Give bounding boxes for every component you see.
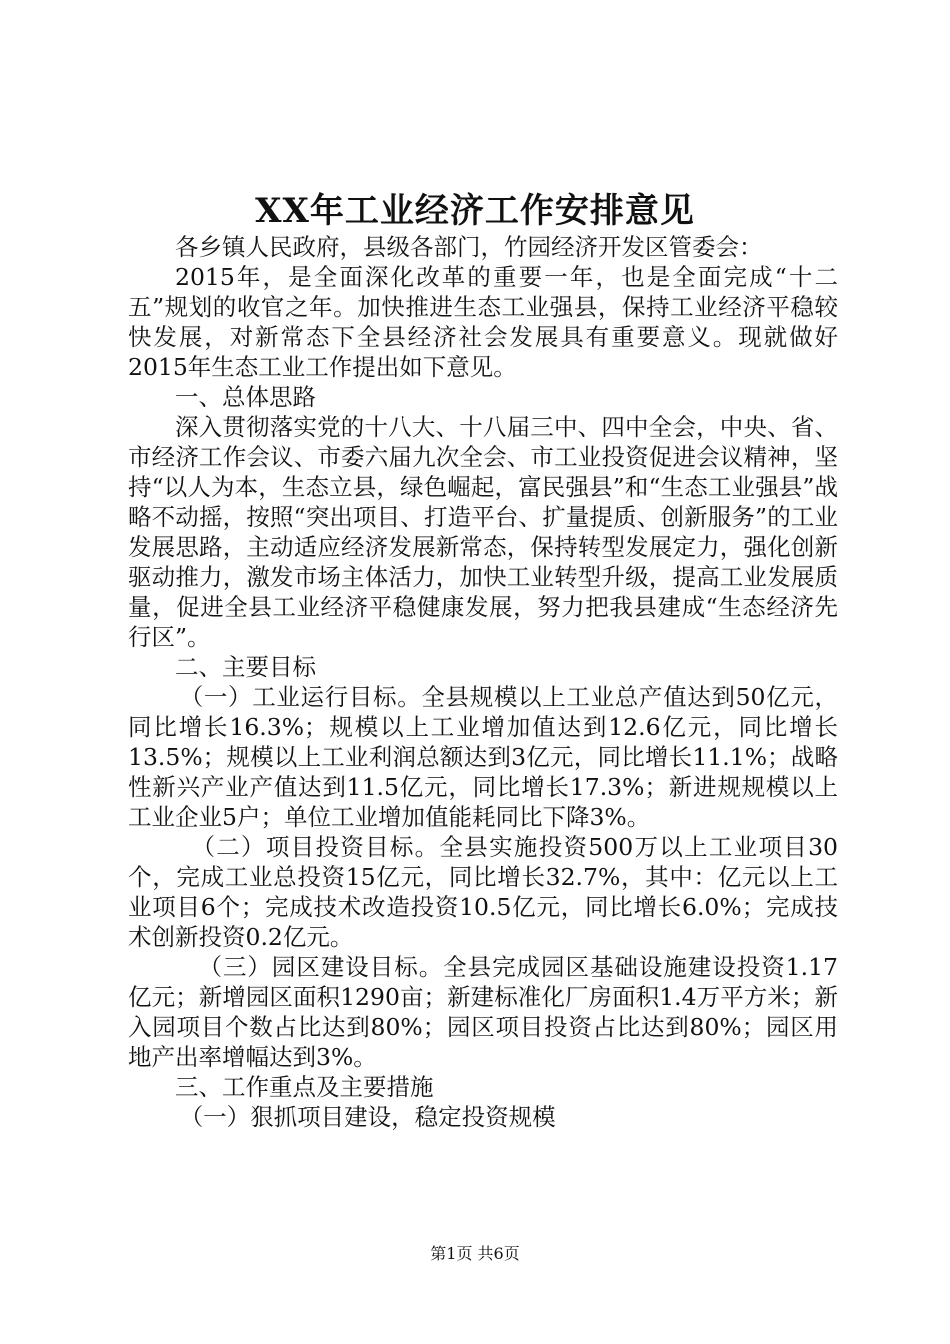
intro-paragraph: 2015年，是全面深化改革的重要一年，也是全面完成“十二五”规划的收官之年。加快推进生态工业强县，保持工业经济平稳较快发展，对新常态下全县经济社会发展具有重要意义。现就做好2015年生态工业工作提出如下意见。 [128, 263, 838, 381]
page-number-footer: 第1页 共6页 [430, 1244, 520, 1263]
investment-target-paragraph: （二）项目投资目标。全县实施投资500万以上工业项目30个，完成工业总投资15亿元，同比增长32.7%，其中：亿元以上工业项目6个；完成技术改造投资10.5亿元，同比增长6.0%；完成技术创新投资0.2亿元。 [128, 833, 838, 951]
subsection-heading: （一）狠抓项目建设，稳定投资规模 [179, 1103, 556, 1131]
overall-approach-paragraph: 深入贯彻落实党的十八大、十八届三中、四中全会，中央、省、市经济工作会议、市委六届九次全会、市工业投资促进会议精神，坚持“以人为本，生态立县，绿色崛起，富民强县”和“生态工业强县”战略不动摇，按照“突出项目、打造平台、扩量提质、创新服务”的工业发展思路，主动适应经济发展新常态，保持转型发展定力，强化创新驱动推力，激发市场主体活力，加快工业转型升级，提高工业发展质量，促进全县工业经济平稳健康发展，努力把我县建成“生态经济先行区”。 [128, 413, 838, 651]
section-heading-1: 一、总体思路 [175, 383, 316, 411]
document-body [128, 232, 838, 1132]
park-target-paragraph: （三）园区建设目标。全县完成园区基础设施建设投资1.17亿元；新增园区面积1290亩；新建标准化厂房面积1.4万平方米；新入园项目个数占比达到80%；园区项目投资占比达到80%；园区用地产出率增幅达到3%。 [128, 953, 838, 1071]
salutation-paragraph: 各乡镇人民政府，县级各部门，竹园经济开发区管委会： [175, 233, 763, 261]
section-heading-2: 二、主要目标 [175, 653, 316, 681]
document-title: XX年工业经济工作安排意见 [255, 191, 695, 231]
section-heading-3: 三、工作重点及主要措施 [175, 1073, 434, 1101]
industrial-target-paragraph: （一）工业运行目标。全县规模以上工业总产值达到50亿元，同比增长16.3%；规模以上工业增加值达到12.6亿元，同比增长13.5%；规模以上工业利润总额达到3亿元，同比增长11.1%；战略性新兴产业产值达到11.5亿元，同比增长17.3%；新进规规模以上工业企业5户；单位工业增加值能耗同比下降3%。 [128, 683, 838, 831]
